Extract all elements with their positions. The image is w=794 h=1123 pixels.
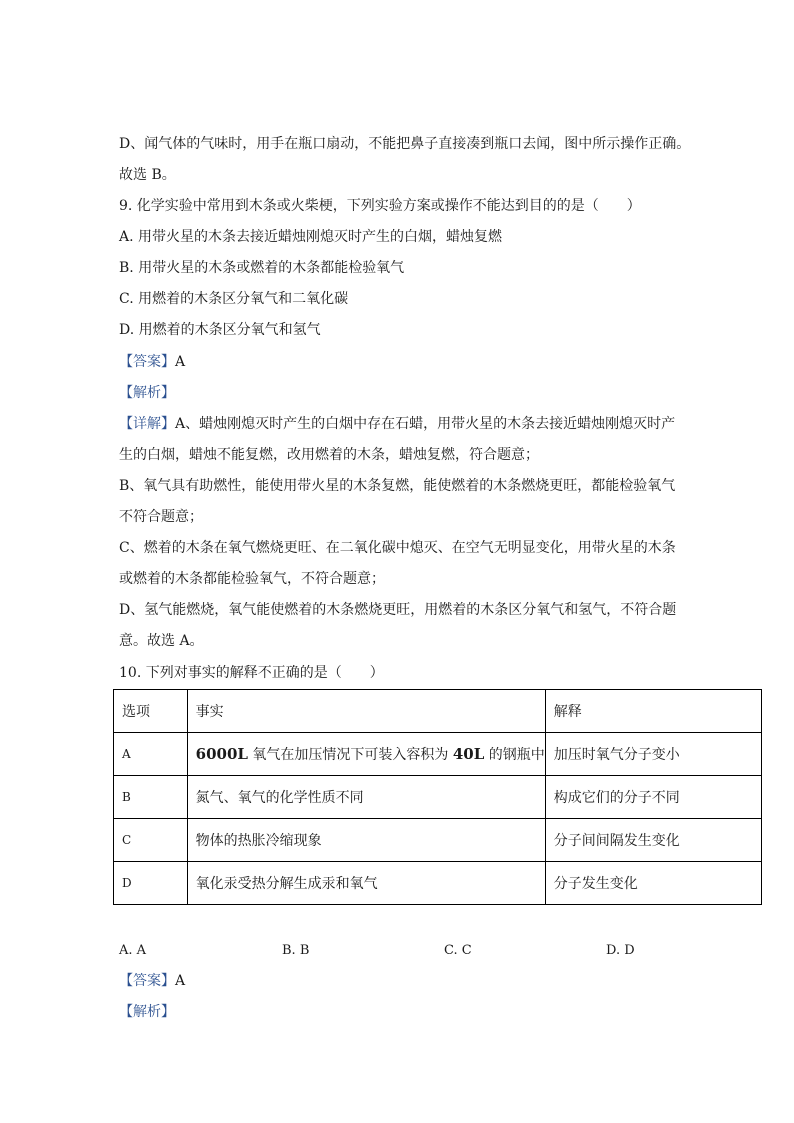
fact-cell [187,733,545,776]
fact-cell: 氮气、氧气的化学性质不同 [187,776,545,819]
answer-value: A [175,354,186,370]
analysis-label: 【解析】 [119,1004,175,1020]
detail-line [119,414,675,434]
detail-line: C、燃着的木条在氧气燃烧更旺、在二氧化碳中熄灭、在空气无明显变化，用带火星的木条 [119,540,676,556]
option-d: D. 用燃着的木条区分氧气和氢气 [119,322,321,338]
option-a: A. 用带火星的木条去接近蜡烛刚熄灭时产生的白烟，蜡烛复燃 [119,229,503,245]
option-c: C. 用燃着的木条区分氧气和二氧化碳 [119,291,349,307]
detail-line: 意。故选 A。 [119,633,204,649]
table-header-row [114,690,762,733]
table-row [114,862,762,905]
option-cell: D [114,862,188,905]
answer-value: A [175,973,186,989]
explanation-cell: 分子间间隔发生变化 [545,819,761,862]
detail-line: 不符合题意； [119,509,203,525]
option-cell: B [114,776,188,819]
explanation-cell: 分子发生变化 [545,862,761,905]
question-10: 10. 下列对事实的解释不正确的是（ ） [119,665,384,681]
quantity: 40L [452,745,485,763]
answer-9 [119,352,185,372]
text-line: 故选 B。 [119,167,176,183]
detail-line: B、氧气具有助燃性，能使用带火星的木条复燃，能使燃着的木条燃烧更旺，都能检验氧气 [119,478,676,494]
analysis-label: 【解析】 [119,385,175,401]
analysis-tag [119,1002,175,1022]
detail-line: 生的白烟，蜡烛不能复燃，改用燃着的木条，蜡烛复燃，符合题意； [119,447,539,463]
choice-c: C. C [444,943,472,958]
answer-tag: 【答案】 [119,973,175,989]
text-line: D、闻气体的气味时，用手在瓶口扇动，不能把鼻子直接凑到瓶口去闻，图中所示操作正确。 [119,136,691,152]
option-cell: A [114,733,188,776]
answer-10 [119,971,185,991]
choice-a: A. A [119,943,147,958]
detail-line: D、氢气能燃烧，氧气能使燃着的木条燃烧更旺，用燃着的木条区分氧气和氢气，不符合题 [119,602,677,618]
option-cell: C [114,819,188,862]
quantity: 6000L [195,745,248,763]
fact-text: 氧气在加压情况下可装入容积为 [247,747,453,763]
table-row [114,776,762,819]
fact-cell: 氧化汞受热分解生成汞和氧气 [187,862,545,905]
header-cell: 选项 [114,690,188,733]
header-cell: 解释 [545,690,761,733]
table-row [114,819,762,862]
analysis-tag [119,383,175,403]
header-cell: 事实 [187,690,545,733]
fact-cell: 物体的热胀冷缩现象 [187,819,545,862]
detail-line: 或燃着的木条都能检验氧气，不符合题意； [119,571,385,587]
question-9: 9. 化学实验中常用到木条或火柴梗，下列实验方案或操作不能达到目的的是（ ） [119,198,641,214]
detail-text: A、蜡烛刚熄灭时产生的白烟中存在石蜡，用带火星的木条去接近蜡烛刚熄灭时产 [175,416,676,432]
fact-text: 的钢瓶中 [484,747,545,763]
choice-d: D. D [606,943,635,958]
facts-table [113,689,762,905]
answer-tag: 【答案】 [119,354,175,370]
choice-b: B. B [282,943,310,958]
detail-tag: 【详解】 [119,416,175,432]
explanation-cell: 构成它们的分子不同 [545,776,761,819]
table-row [114,733,762,776]
explanation-cell: 加压时氧气分子变小 [545,733,761,776]
option-b: B. 用带火星的木条或燃着的木条都能检验氧气 [119,260,405,276]
